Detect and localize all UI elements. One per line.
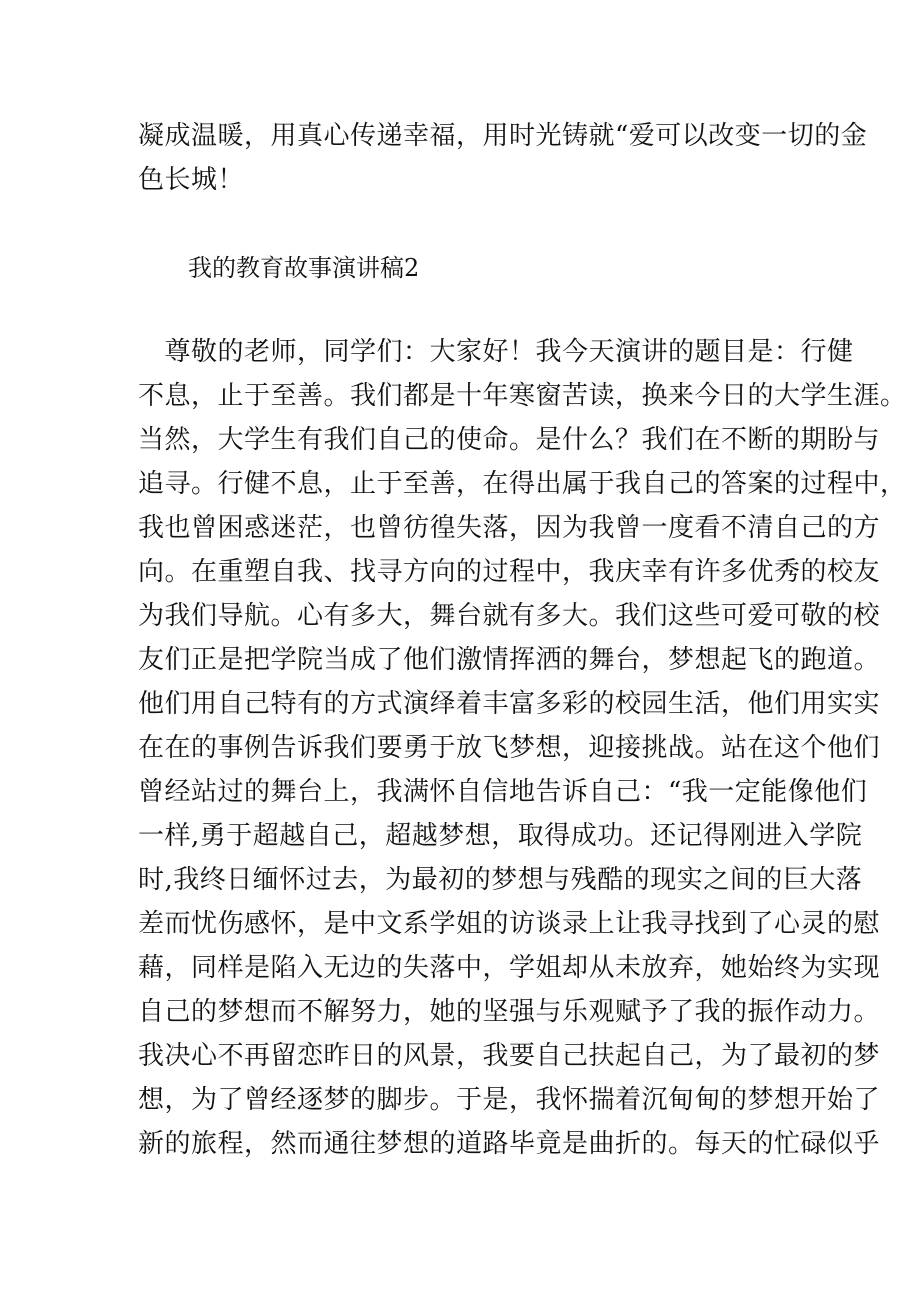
body-line: 友们正是把学院当成了他们激情挥洒的舞台，梦想起飞的跑道。	[138, 645, 881, 675]
body-line: 向。在重塑自我、找寻方向的过程中，我庆幸有许多优秀的校友	[138, 557, 881, 587]
body-line: 新的旅程，然而通往梦想的道路毕竟是曲折的。每天的忙碌似乎	[138, 1129, 881, 1159]
body-line: 曾经站过的舞台上，我满怀自信地告诉自己：“我一定能像他们	[138, 777, 868, 807]
body-line: 我也曾困惑迷茫，也曾彷徨失落，因为我曾一度看不清自己的方	[138, 513, 881, 543]
body-line: 一样,勇于超越自己，超越梦想，取得成功。还记得刚进入学院	[138, 821, 863, 851]
body-line: 差而忧伤感怀，是中文系学姐的访谈录上让我寻找到了心灵的慰	[138, 909, 881, 939]
body-line: 想，为了曾经逐梦的脚步。于是，我怀揣着沉甸甸的梦想开始了	[138, 1085, 881, 1115]
body-line: 尊敬的老师，同学们：大家好！我今天演讲的题目是：行健	[138, 337, 854, 367]
section-title: 我的教育故事演讲稿2	[188, 254, 420, 282]
body-line: 时,我终日缅怀过去，为最初的梦想与残酷的现实之间的巨大落	[138, 865, 863, 895]
body-line: 我决心不再留恋昨日的风景，我要自己扶起自己，为了最初的梦	[138, 1041, 881, 1071]
continuation-line: 凝成温暖，用真心传递幸福，用时光铸就“爱可以改变一切的金	[138, 121, 868, 151]
body-line: 自己的梦想而不解努力，她的坚强与乐观赋予了我的振作动力。	[138, 997, 881, 1027]
body-line: 不息，止于至善。我们都是十年寒窗苦读，换来今日的大学生涯。	[138, 381, 907, 411]
continuation-line: 色长城！	[138, 165, 245, 195]
body-line: 在在的事例告诉我们要勇于放飞梦想，迎接挑战。站在这个他们	[138, 733, 881, 763]
body-line: 藉，同样是陷入无边的失落中，学姐却从未放弃，她始终为实现	[138, 953, 881, 983]
body-line: 追寻。行健不息，止于至善，在得出属于我自己的答案的过程中，	[138, 469, 907, 499]
body-line: 当然，大学生有我们自己的使命。是什么？我们在不断的期盼与	[138, 425, 881, 455]
body-line: 为我们导航。心有多大，舞台就有多大。我们这些可爱可敬的校	[138, 601, 881, 631]
body-line: 他们用自己特有的方式演绎着丰富多彩的校园生活，他们用实实	[138, 689, 881, 719]
